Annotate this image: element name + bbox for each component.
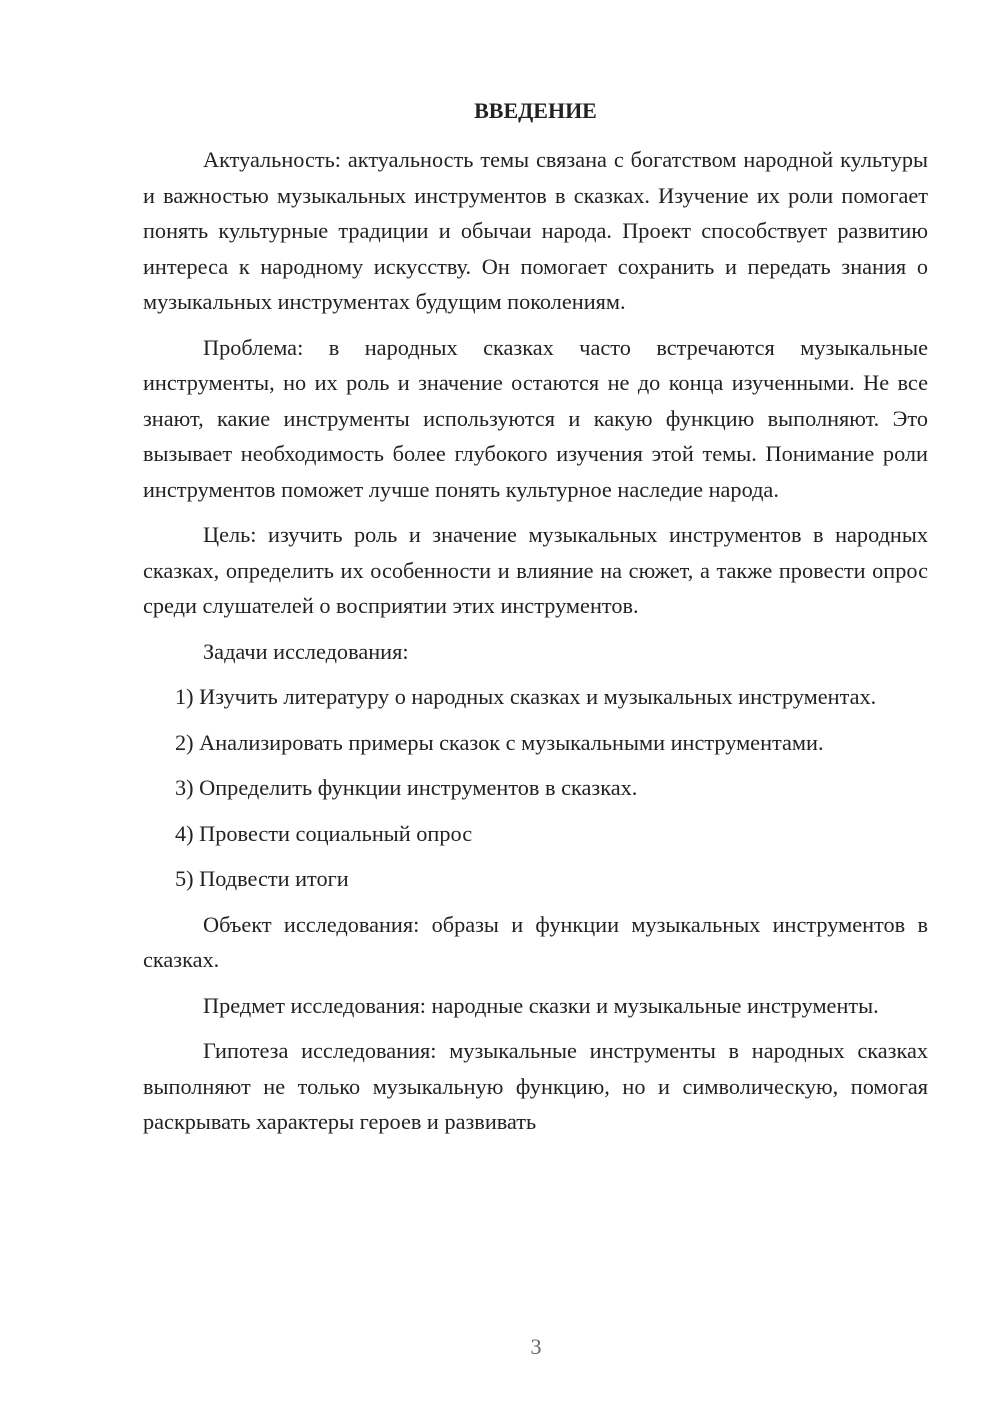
paragraph-goal: Цель: изучить роль и значение музыкальных инструментов в народных сказках, определить их особенности и влияние на сюжет, а также провести опрос среди слушателей о восприятии этих инструментов. [143,522,928,618]
paragraph-tasks-heading: Задачи исследования: [203,638,409,664]
task-item-4: 4) Провести социальный опрос [175,820,473,846]
task-item-2: 2) Анализировать примеры сказок с музыкальными инструментами. [175,729,824,755]
body-text [143,142,928,1150]
paragraph-object: Объект исследования: образы и функции музыкальных инструментов в сказках. [143,911,928,972]
paragraph-subject: Предмет исследования: народные сказки и музыкальные инструменты. [203,992,879,1018]
section-title: ВВЕДЕНИЕ [474,98,597,123]
paragraph-relevance: Актуальность: актуальность темы связана с богатством народной культуры и важностью музыкальных инструментов в сказках. Изучение их роли помогает понять культурные традиции и обычаи народа. Проект способствует развитию интереса к народному искусству. Он помогает сохранить и передать знания о музыкальных инструментах будущим поколениям. [143,147,928,314]
task-item-1: 1) Изучить литературу о народных сказках и музыкальных инструментах. [175,684,877,709]
task-item-5: 5) Подвести итоги [175,866,349,891]
task-item-3: 3) Определить функции инструментов в сказках. [175,775,638,800]
paragraph-problem: Проблема: в народных сказках часто встречаются музыкальные инструменты, но их роль и значение остаются не до конца изученными. Не все знают, какие инструменты используются и какую функцию выполняют. Это вызывает необходимость более глубокого изучения этой темы. Понимание роли инструментов поможет лучше понять культурное наследие народа. [143,334,928,502]
paragraph-hypothesis: Гипотеза исследования: музыкальные инструменты в народных сказках выполняют не только музыкальную функцию, но и символическую, помогая раскрывать характеры героев и развивать [143,1038,928,1134]
page-number: 3 [530,1334,542,1359]
